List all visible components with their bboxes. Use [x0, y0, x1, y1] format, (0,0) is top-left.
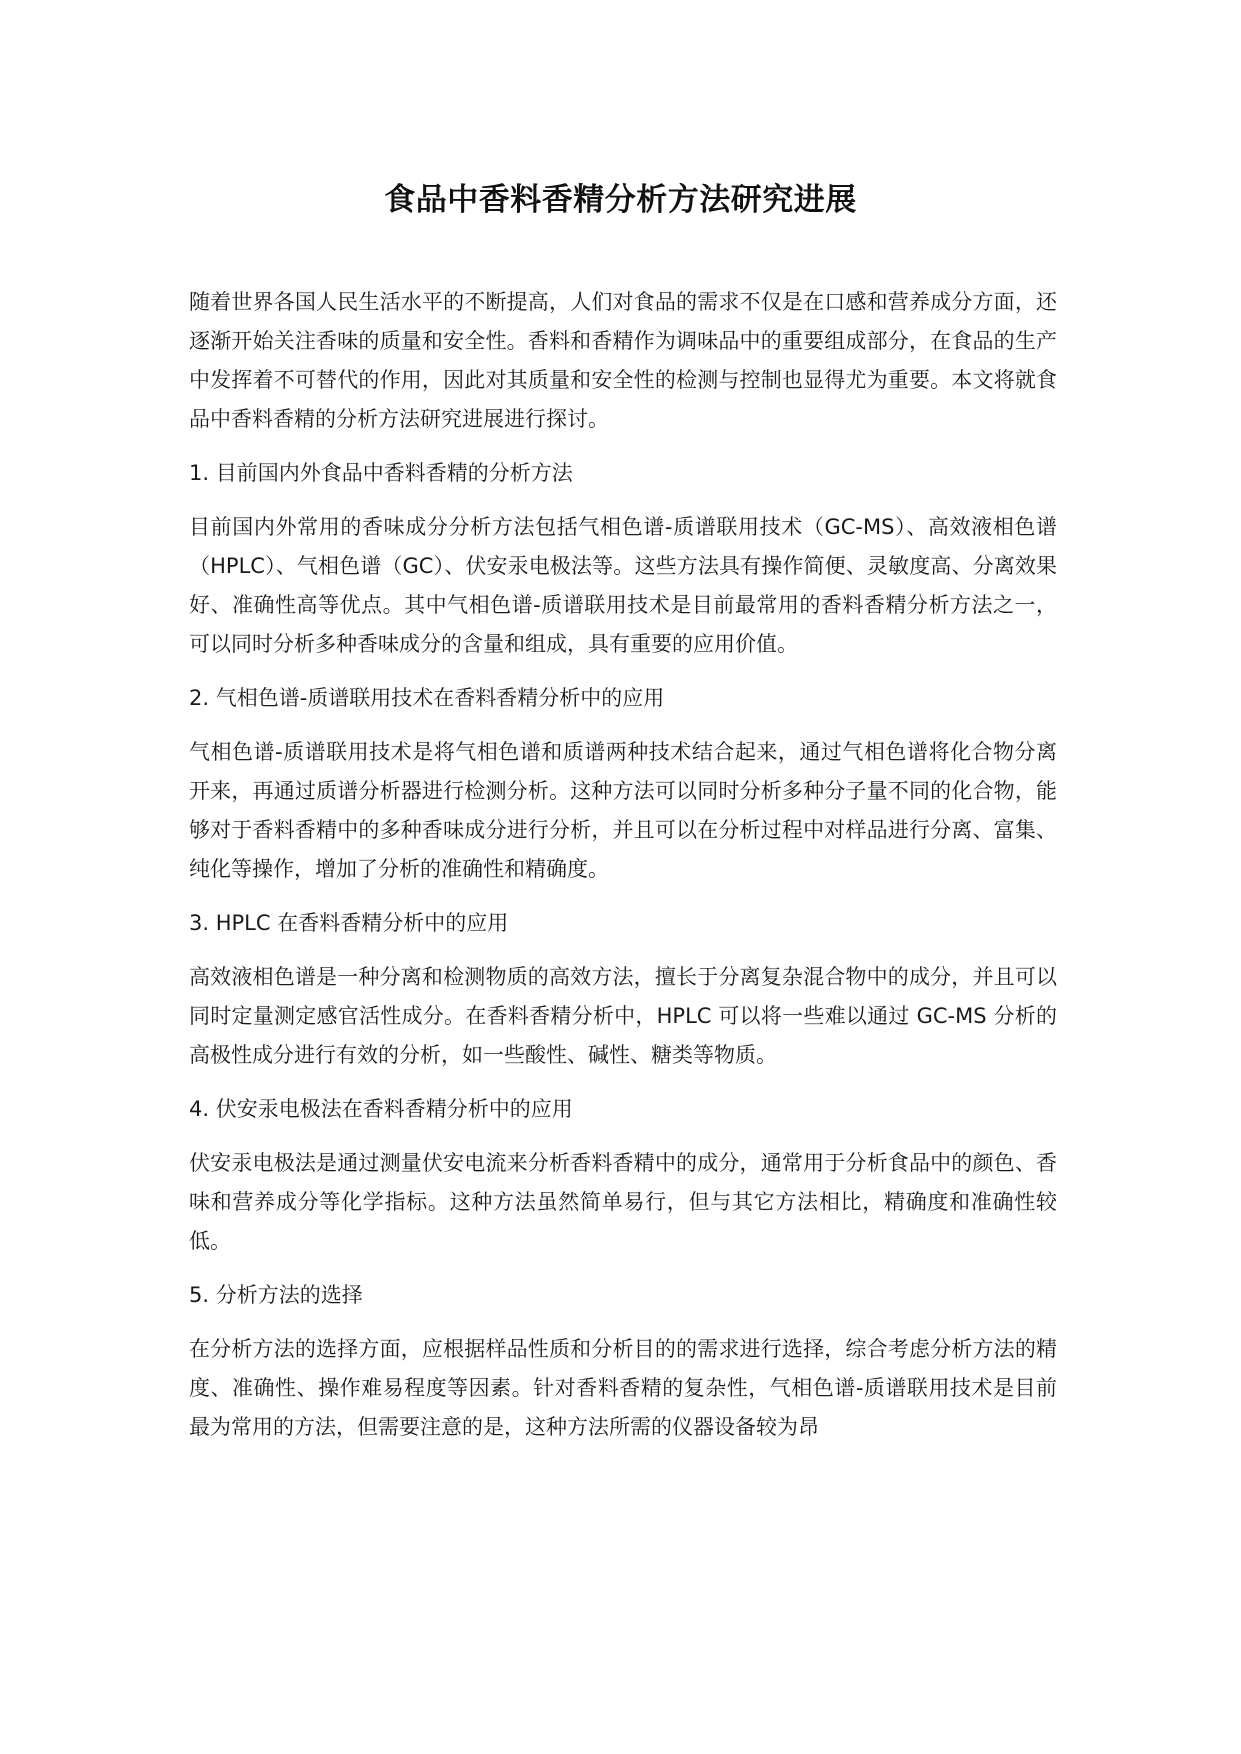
section-1-heading: 1. 目前国内外食品中香料香精的分析方法 [189, 461, 573, 485]
section-1-paragraph: 目前国内外常用的香味成分分析方法包括气相色谱-质谱联用技术（GC-MS）、高效液相色谱（HPLC）、气相色谱（GC）、伏安汞电极法等。这些方法具有操作简便、灵敏度高、分离效果好、准确性高等优点。其中气相色谱-质谱联用技术是目前最常用的香料香精分析方法之一，可以同时分析多种香味成分的含量和组成，具有重要的应用价值。 [189, 515, 1057, 656]
document-body [189, 283, 1057, 1462]
section-3-heading: 3. HPLC 在香料香精分析中的应用 [189, 911, 509, 935]
section-2-paragraph: 气相色谱-质谱联用技术是将气相色谱和质谱两种技术结合起来，通过气相色谱将化合物分离开来，再通过质谱分析器进行检测分析。这种方法可以同时分析多种分子量不同的化合物，能够对于香料香精中的多种香味成分进行分析，并且可以在分析过程中对样品进行分离、富集、纯化等操作，增加了分析的准确性和精确度。 [189, 740, 1057, 881]
section-5-paragraph: 在分析方法的选择方面，应根据样品性质和分析目的的需求进行选择，综合考虑分析方法的精度、准确性、操作难易程度等因素。针对香料香精的复杂性，气相色谱-质谱联用技术是目前最为常用的方法，但需要注意的是，这种方法所需的仪器设备较为昂 [189, 1337, 1057, 1439]
section-2-heading: 2. 气相色谱-质谱联用技术在香料香精分析中的应用 [189, 686, 665, 710]
section-4-heading: 4. 伏安汞电极法在香料香精分析中的应用 [189, 1097, 573, 1121]
document-title: 食品中香料香精分析方法研究进展 [384, 182, 857, 218]
section-4-paragraph: 伏安汞电极法是通过测量伏安电流来分析香料香精中的成分，通常用于分析食品中的颜色、香味和营养成分等化学指标。这种方法虽然简单易行，但与其它方法相比，精确度和准确性较低。 [189, 1151, 1057, 1253]
section-5-heading: 5. 分析方法的选择 [189, 1283, 363, 1307]
intro-paragraph: 随着世界各国人民生活水平的不断提高，人们对食品的需求不仅是在口感和营养成分方面，还逐渐开始关注香味的质量和安全性。香料和香精作为调味品中的重要组成部分，在食品的生产中发挥着不可替代的作用，因此对其质量和安全性的检测与控制也显得尤为重要。本文将就食品中香料香精的分析方法研究进展进行探讨。 [189, 290, 1057, 431]
section-3-paragraph: 高效液相色谱是一种分离和检测物质的高效方法，擅长于分离复杂混合物中的成分，并且可以同时定量测定感官活性成分。在香料香精分析中，HPLC 可以将一些难以通过 GC-MS 分析的高极性成分进行有效的分析，如一些酸性、碱性、糖类等物质。 [189, 965, 1057, 1067]
